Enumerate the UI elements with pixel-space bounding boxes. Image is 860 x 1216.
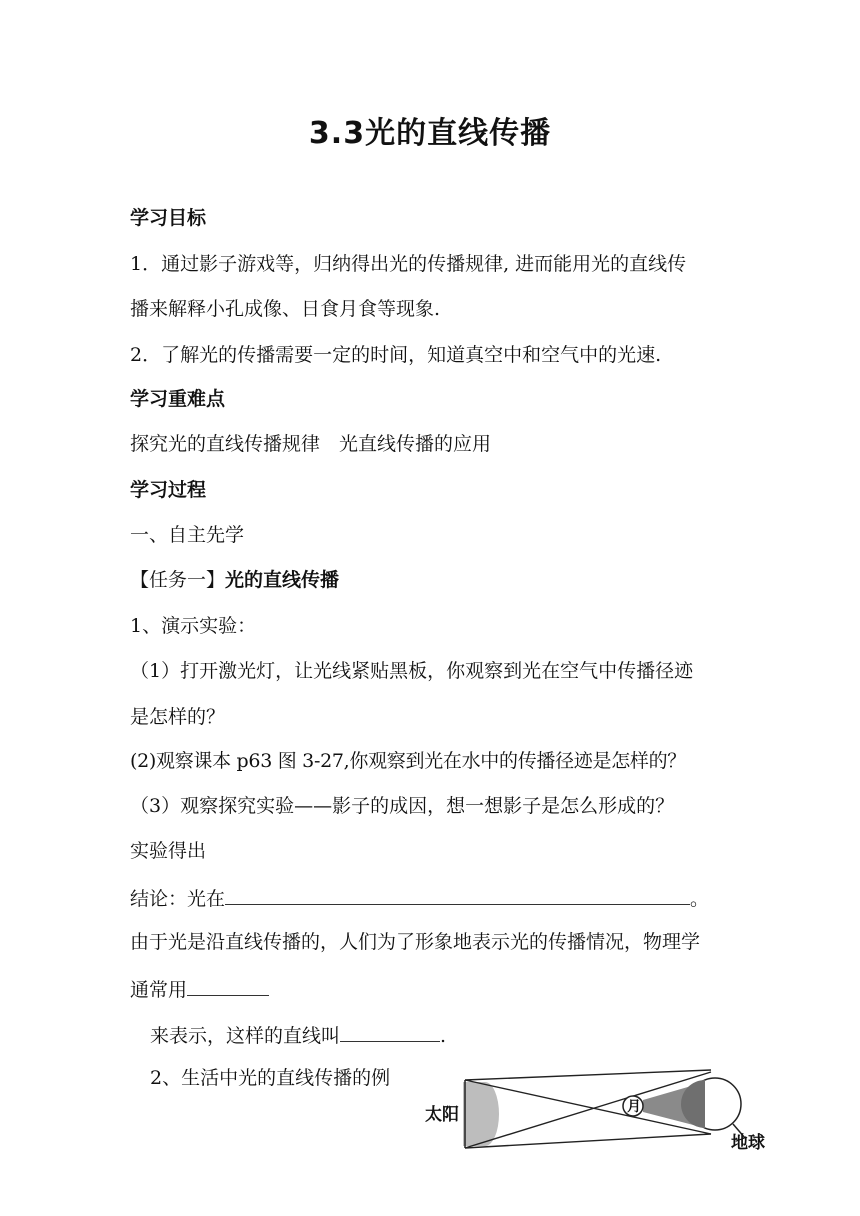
explanation-line-3: [150, 1021, 446, 1049]
explanation-line-3-text: 来表示，这样的直线叫: [150, 1025, 341, 1047]
ray-upper-outer: [465, 1070, 711, 1080]
explanation-line-1: 由于光是沿直线传播的，人们为了形象地表示光的传播情况，物理学: [130, 931, 701, 953]
demo-heading: 1、演示实验：: [130, 615, 257, 637]
task-one-title: 光的直线传播: [225, 569, 340, 591]
question-1-line-2: 是怎样的？: [130, 706, 226, 728]
explanation-line-2: [130, 975, 269, 1003]
question-2: (2)观察课本 p63 图 3-27,你观察到光在水中的传播径迹是怎样的？: [130, 750, 686, 772]
task-one-heading: [130, 567, 339, 593]
page-title: 3.3光的直线传播: [308, 116, 552, 151]
conclusion-fill-in: [130, 884, 709, 912]
eclipse-diagram: [415, 1060, 775, 1170]
conclusion-blank[interactable]: [225, 884, 690, 905]
goal-2: 2．了解光的传播需要一定的时间，知道真空中和空气中的光速.: [130, 344, 662, 366]
conclusion-suffix: 。: [690, 888, 710, 910]
earth-label: 地球: [731, 1133, 765, 1153]
eclipse-figure: [415, 1060, 775, 1170]
section-heading-goals: 学习目标: [130, 207, 207, 229]
part-one-heading: 一、自主先学: [130, 524, 245, 546]
conclusion-prefix: 结论：光在: [130, 888, 226, 910]
sun-label: 太阳: [425, 1105, 459, 1125]
sun-shape: [463, 1082, 499, 1146]
section-heading-process: 学习过程: [130, 479, 207, 501]
key-points-text: 探究光的直线传播规律 光直线传播的应用: [130, 433, 492, 455]
example-heading: 2、生活中光的直线传播的例: [150, 1067, 391, 1089]
question-1-line-1: （1）打开激光灯，让光线紧贴黑板，你观察到光在空气中传播径迹: [130, 660, 694, 682]
question-3: （3）观察探究实验——影子的成因，想一想影子是怎么形成的？: [130, 795, 675, 817]
explanation-line-3-suffix: .: [440, 1025, 447, 1047]
goal-1-line-2: 播来解释小孔成像、日食月食等现象.: [130, 298, 441, 320]
light-ray-blank[interactable]: [187, 975, 269, 996]
section-heading-key-points: 学习重难点: [130, 388, 226, 410]
goal-1-line-1: 1．通过影子游戏等，归纳得出光的传播规律, 进而能用光的直线传: [130, 253, 687, 275]
conclusion-lead: 实验得出: [130, 840, 207, 862]
task-one-bracket: 【任务一】: [130, 569, 226, 591]
explanation-line-2-text: 通常用: [130, 979, 188, 1001]
moon-label: 月: [627, 1099, 641, 1115]
ray-name-blank[interactable]: [340, 1021, 440, 1042]
